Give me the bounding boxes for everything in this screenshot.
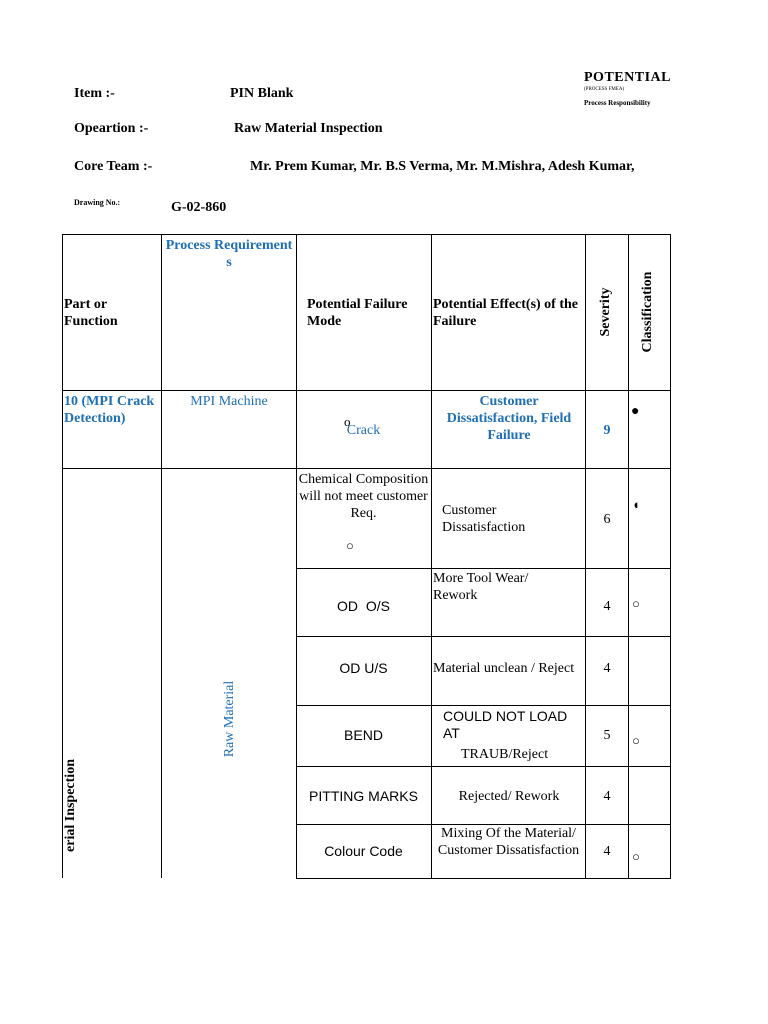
row-od-os-effect: More Tool Wear/ Rework [433, 571, 529, 603]
row-od-os-severity: 4 [603, 599, 611, 614]
row-colour-code-failure-mode: Colour Code [324, 843, 403, 859]
row-chemical-severity: 6 [603, 512, 611, 527]
group2-part-function-vertical: erial Inspection [63, 759, 78, 852]
col-header-classification: Classification [640, 271, 655, 353]
form-title: POTENTIAL [584, 70, 671, 85]
row-chemical-mode-symbol: ○ [346, 538, 354, 553]
row-chemical-failure-mode: Chemical Composition will not meet customer Req. [298, 472, 429, 521]
row-chemical-classification-symbol: ◖ [632, 497, 640, 512]
form-subtitle: (PROCESS FMEA) [584, 87, 625, 92]
core-team-label: Core Team :- [74, 159, 153, 174]
row-colour-code-effect: Mixing Of the Material/ Customer Dissatisfaction [437, 826, 580, 858]
row-bend-effect-line2: TRAUB/Reject [461, 747, 549, 762]
group2-process-requirement-vertical: Raw Material [222, 680, 237, 758]
row-pitting-effect: Rejected/ Rework [458, 789, 560, 804]
operation-label: Opeartion :- [74, 121, 149, 136]
col-header-failure-mode: Potential Failure Mode [307, 297, 408, 329]
col-header-severity: Severity [598, 287, 613, 337]
item-label: Item :- [74, 86, 115, 101]
row-od-os-failure-mode: OD O/S [337, 598, 390, 614]
row-pitting-severity: 4 [603, 789, 611, 804]
row-bend-failure-mode: BEND [344, 727, 383, 743]
row-chemical-effect: Customer Dissatisfaction [442, 503, 526, 535]
operation-value: Raw Material Inspection [234, 121, 383, 136]
row1-mode-symbol: o [344, 414, 351, 429]
row1-effect: Customer Dissatisfaction, Field Failure [446, 394, 572, 443]
core-team-value: Mr. Prem Kumar, Mr. B.S Verma, Mr. M.Mishra, Adesh Kumar, [250, 159, 635, 174]
row-pitting-failure-mode: PITTING MARKS [309, 788, 418, 804]
row-bend-classification-symbol: ○ [632, 733, 640, 748]
col-header-part-function: Part or Function [64, 297, 118, 329]
row-colour-code-severity: 4 [603, 844, 611, 859]
row-bend-severity: 5 [603, 728, 611, 743]
row-colour-code-classification-symbol: ○ [632, 849, 640, 864]
col-header-process-requirements: Process Requirements [165, 238, 293, 270]
drawing-value: G-02-860 [171, 200, 227, 215]
drawing-label: Drawing No.: [74, 198, 121, 207]
row1-process-requirement: MPI Machine [190, 394, 268, 409]
row-bend-effect-line1: COULD NOT LOAD AT [443, 708, 568, 741]
process-responsibility-label: Process Responsibility [584, 99, 651, 107]
row-od-us-failure-mode: OD U/S [339, 660, 388, 676]
row1-failure-mode: Crack [346, 423, 381, 438]
item-value: PIN Blank [230, 86, 294, 101]
row-od-us-severity: 4 [603, 661, 611, 676]
row1-part-function: 10 (MPI Crack Detection) [64, 394, 155, 426]
row1-classification-symbol: ● [631, 404, 640, 419]
col-header-effects: Potential Effect(s) of the Failure [433, 297, 579, 329]
row-od-os-classification-symbol: ○ [632, 596, 640, 611]
row1-severity: 9 [603, 423, 611, 438]
row-od-us-effect: Material unclean / Reject [433, 661, 575, 676]
